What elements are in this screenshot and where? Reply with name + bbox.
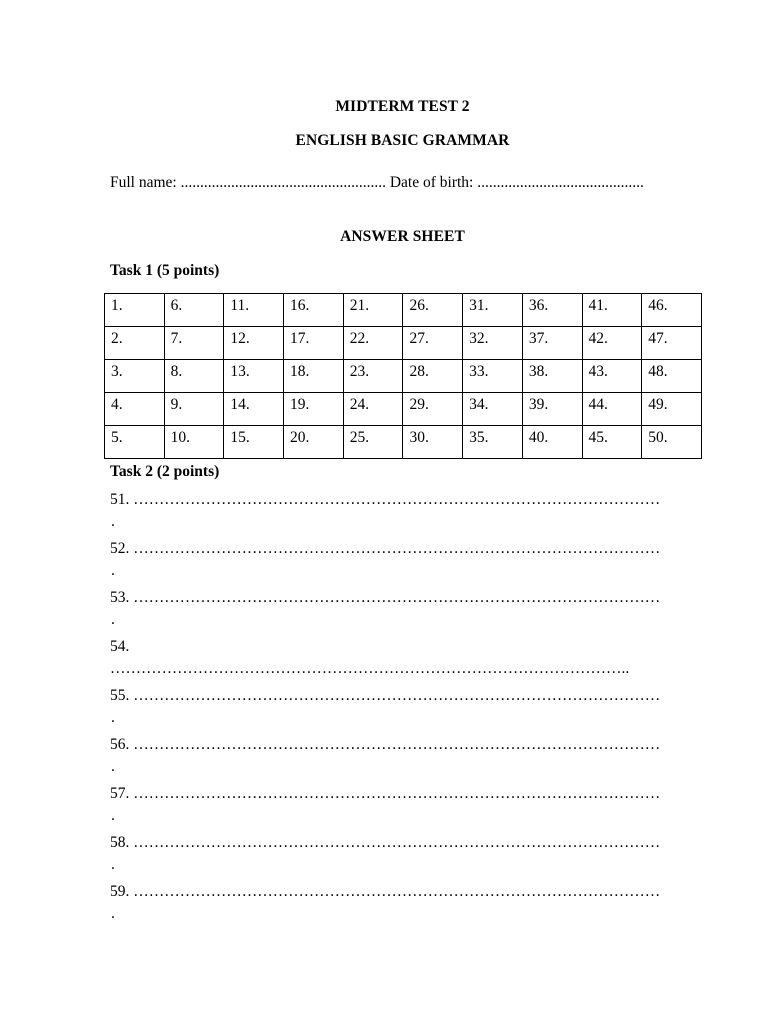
answer-cell[interactable]: 44. xyxy=(582,393,642,426)
answer-line[interactable]: 57. ………………………………………………………………………………………… xyxy=(110,785,661,802)
answer-line[interactable]: 52. ………………………………………………………………………………………… xyxy=(110,540,661,557)
answer-line-continuation: . xyxy=(111,856,115,873)
answer-cell[interactable]: 24. xyxy=(343,393,403,426)
answer-cell[interactable]: 15. xyxy=(224,426,284,459)
answer-cell[interactable]: 10. xyxy=(164,426,224,459)
answer-cell[interactable]: 23. xyxy=(343,360,403,393)
answer-cell[interactable]: 27. xyxy=(403,327,463,360)
answer-cell[interactable]: 34. xyxy=(463,393,523,426)
page-title: MIDTERM TEST 2 xyxy=(335,98,470,115)
answer-cell[interactable]: 37. xyxy=(522,327,582,360)
grid-row xyxy=(105,360,702,393)
task1-heading: Task 1 (5 points) xyxy=(110,262,220,279)
grid-row xyxy=(105,393,702,426)
answer-cell[interactable]: 7. xyxy=(164,327,224,360)
answer-cell[interactable]: 22. xyxy=(343,327,403,360)
answer-cell[interactable]: 45. xyxy=(582,426,642,459)
answer-cell[interactable]: 30. xyxy=(403,426,463,459)
answer-line[interactable]: 59. ………………………………………………………………………………………… xyxy=(110,883,661,900)
answer-line-continuation: ……………………………………………………………………………………….. xyxy=(110,660,630,677)
answer-cell[interactable]: 35. xyxy=(463,426,523,459)
answer-line[interactable]: 51. ………………………………………………………………………………………… xyxy=(110,491,661,508)
answer-line[interactable]: 55. ………………………………………………………………………………………… xyxy=(110,687,661,704)
answer-line-continuation: . xyxy=(111,562,115,579)
grid-row xyxy=(105,426,702,459)
answer-line-continuation: . xyxy=(111,513,115,530)
answer-cell[interactable]: 13. xyxy=(224,360,284,393)
answer-cell[interactable]: 4. xyxy=(105,393,165,426)
answer-cell[interactable]: 19. xyxy=(284,393,344,426)
answer-cell[interactable]: 21. xyxy=(343,294,403,327)
answer-cell[interactable]: 12. xyxy=(224,327,284,360)
answer-cell[interactable]: 18. xyxy=(284,360,344,393)
answer-cell[interactable]: 26. xyxy=(403,294,463,327)
answer-sheet-title: ANSWER SHEET xyxy=(340,228,465,245)
answer-cell[interactable]: 28. xyxy=(403,360,463,393)
answer-cell[interactable]: 20. xyxy=(284,426,344,459)
answer-line-continuation: . xyxy=(111,709,115,726)
task1-answer-grid xyxy=(104,293,702,459)
answer-line[interactable]: 54. xyxy=(110,638,130,655)
answer-cell[interactable]: 43. xyxy=(582,360,642,393)
answer-cell[interactable]: 25. xyxy=(343,426,403,459)
answer-cell[interactable]: 16. xyxy=(284,294,344,327)
answer-cell[interactable]: 49. xyxy=(642,393,702,426)
answer-cell[interactable]: 1. xyxy=(105,294,165,327)
answer-cell[interactable]: 2. xyxy=(105,327,165,360)
answer-line-continuation: . xyxy=(111,807,115,824)
answer-cell[interactable]: 48. xyxy=(642,360,702,393)
fullname-dob-line: Full name: ..................................................... Date of birth: ........................................... xyxy=(110,174,644,191)
answer-cell[interactable]: 9. xyxy=(164,393,224,426)
answer-cell[interactable]: 8. xyxy=(164,360,224,393)
answer-cell[interactable]: 17. xyxy=(284,327,344,360)
answer-cell[interactable]: 31. xyxy=(463,294,523,327)
page-subtitle: ENGLISH BASIC GRAMMAR xyxy=(295,132,510,149)
answer-line-continuation: . xyxy=(111,611,115,628)
grid-row xyxy=(105,327,702,360)
task2-heading: Task 2 (2 points) xyxy=(110,463,220,480)
answer-cell[interactable]: 36. xyxy=(522,294,582,327)
answer-cell[interactable]: 50. xyxy=(642,426,702,459)
answer-cell[interactable]: 47. xyxy=(642,327,702,360)
answer-cell[interactable]: 32. xyxy=(463,327,523,360)
answer-cell[interactable]: 5. xyxy=(105,426,165,459)
answer-cell[interactable]: 42. xyxy=(582,327,642,360)
answer-cell[interactable]: 38. xyxy=(522,360,582,393)
answer-cell[interactable]: 14. xyxy=(224,393,284,426)
answer-cell[interactable]: 29. xyxy=(403,393,463,426)
answer-cell[interactable]: 6. xyxy=(164,294,224,327)
answer-line[interactable]: 56. ………………………………………………………………………………………… xyxy=(110,736,661,753)
answer-line[interactable]: 53. ………………………………………………………………………………………… xyxy=(110,589,661,606)
answer-line-continuation: . xyxy=(111,905,115,922)
answer-cell[interactable]: 39. xyxy=(522,393,582,426)
answer-cell[interactable]: 46. xyxy=(642,294,702,327)
answer-line[interactable]: 58. ………………………………………………………………………………………… xyxy=(110,834,661,851)
answer-cell[interactable]: 33. xyxy=(463,360,523,393)
grid-row xyxy=(105,294,702,327)
answer-cell[interactable]: 40. xyxy=(522,426,582,459)
answer-cell[interactable]: 3. xyxy=(105,360,165,393)
answer-cell[interactable]: 11. xyxy=(224,294,284,327)
answer-line-continuation: . xyxy=(111,758,115,775)
answer-cell[interactable]: 41. xyxy=(582,294,642,327)
